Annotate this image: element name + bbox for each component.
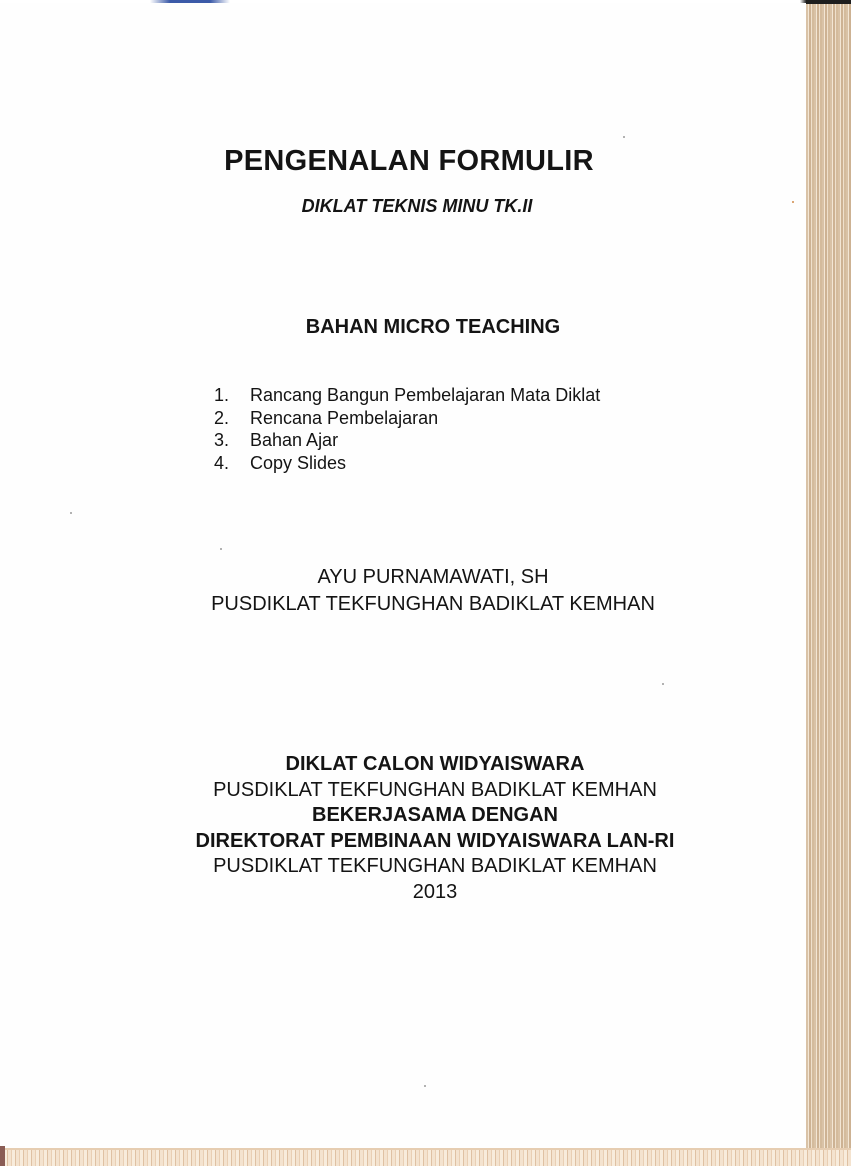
list-item-label: Copy Slides <box>250 452 347 473</box>
list-item-label: Rencana Pembelajaran <box>250 407 439 428</box>
scan-speck <box>220 548 222 550</box>
document-subtitle: DIKLAT TEKNIS MINU TK.II <box>301 196 533 216</box>
footer-cooperation: BEKERJASAMA DENGAN <box>312 804 558 826</box>
document-title: PENGENALAN FORMULIR <box>224 145 594 177</box>
author-organization: PUSDIKLAT TEKFUNGHAN BADIKLAT KEMHAN <box>211 593 655 615</box>
section-heading: BAHAN MICRO TEACHING <box>305 316 561 338</box>
list-item <box>214 429 600 452</box>
scan-speck <box>662 683 664 685</box>
scan-speck <box>792 201 794 203</box>
list-item-label: Bahan Ajar <box>250 430 339 450</box>
list-item-number: 2. <box>214 407 230 428</box>
author-name: AYU PURNAMAWATI, SH <box>317 566 549 588</box>
scan-speck <box>623 136 625 138</box>
footer-partner: DIREKTORAT PEMBINAAN WIDYAISWARA LAN-RI <box>195 829 675 852</box>
footer-organizer: PUSDIKLAT TEKFUNGHAN BADIKLAT KEMHAN <box>213 778 657 801</box>
book-corner <box>0 1146 5 1166</box>
list-item <box>214 384 600 407</box>
scan-top-edge <box>0 0 851 3</box>
materials-list <box>214 384 600 474</box>
list-item-number: 1. <box>214 385 230 405</box>
footer-block <box>0 752 851 905</box>
footer-program: DIKLAT CALON WIDYAISWARA <box>285 753 585 775</box>
list-item <box>214 452 600 475</box>
list-item-number: 4. <box>214 452 230 473</box>
list-item <box>214 407 600 430</box>
list-item-number: 3. <box>214 430 230 450</box>
book-bottom-edges <box>0 1148 851 1166</box>
list-item-label: Rancang Bangun Pembelajaran Mata Diklat <box>250 385 601 405</box>
footer-year: 2013 <box>412 880 458 903</box>
book-page-edges <box>806 0 851 1166</box>
scan-speck <box>70 512 72 514</box>
scan-speck <box>424 1085 426 1087</box>
footer-host: PUSDIKLAT TEKFUNGHAN BADIKLAT KEMHAN <box>213 855 657 877</box>
